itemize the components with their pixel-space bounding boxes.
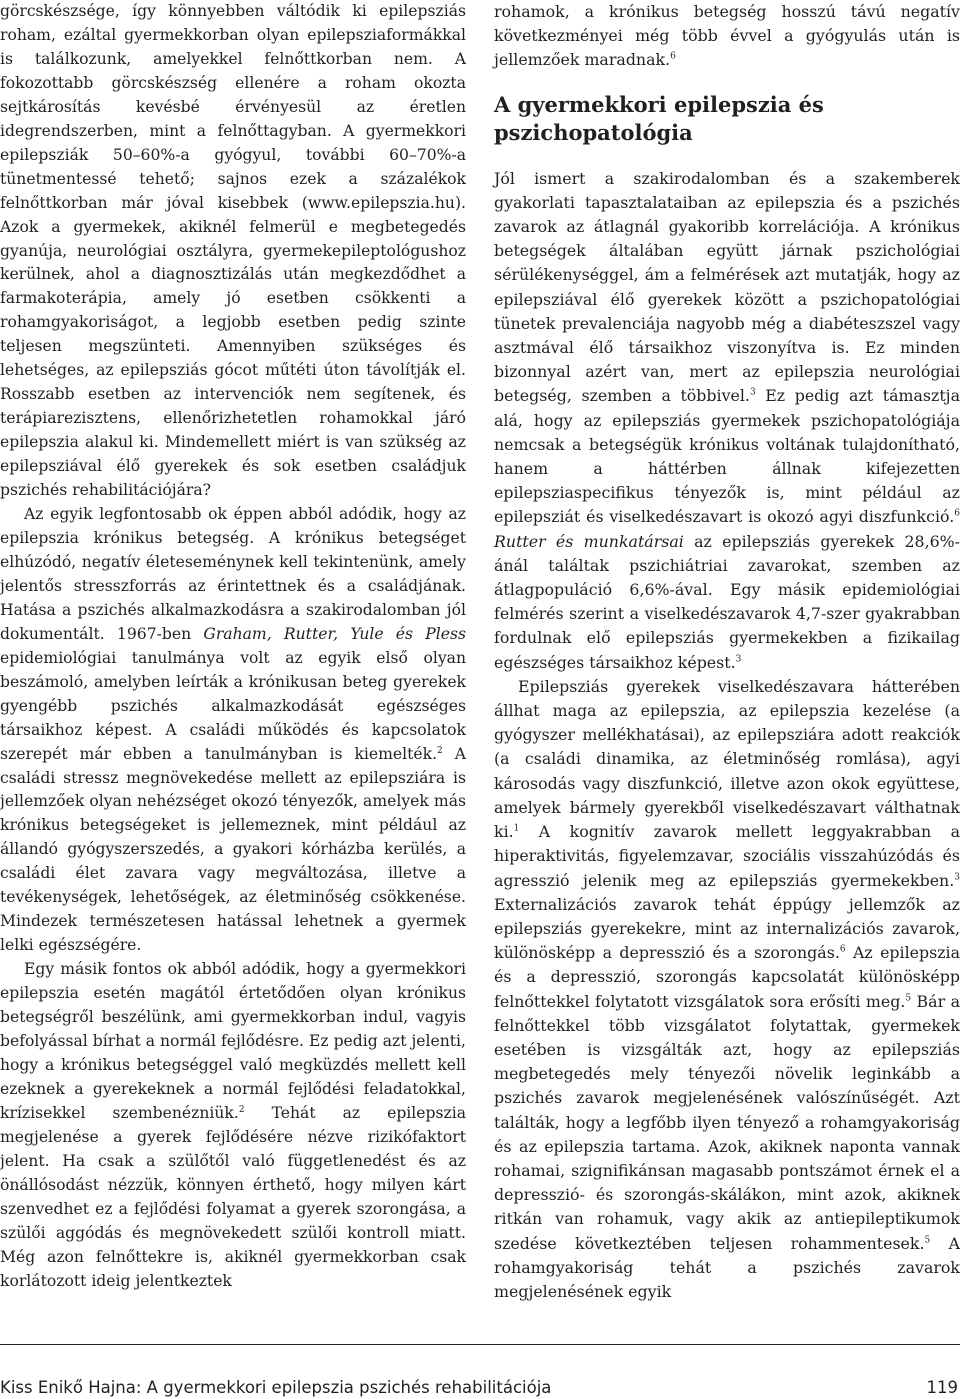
- paragraph-text: görcskészsége, így könnyebben váltódik ki epilepsziás roham, ezáltal gyermekkorban olyan epilepsziaformákkal is találkozunk, amelyekkel felnőttkorban nem. A fokozottabb görcskészség ellenére a roham okozta sejtkárosítás kevésbé érvényesül az éretlen idegrendszerben, mint a felnőttagyban. A gyermekkori epilepsziák 50–60%-a gyógyul, további 60–70%-a tünetmentessé tehető; sajnos ezek a százalékok felnőttkorban már jóval kisebbek (www.epilepszia.hu). Azok a gyermekek, akiknél felmerül e megbetegedés gyanúja, neurológiai osztályra, gyermekepileptológushoz kerülnek, ahol a diagnosztizálás után megkezdődhet a farmakoterápia, amely jó esetben csökkenti a rohamgyakoriságot, a legjobb esetben pedig szinte teljesen megszünteti. Amennyiben szükséges és lehetséges, az epilepsziás gócot műtéti úton távolítják el. Rosszabb esetben az intervenciók nem segítenek, és terápiarezisztens, ellenőrizhetetlen rohamokkal járó epilepszia alakul ki. Mindemellett miért is van szükség az epilepsziával élő gyerekek és sok esetben családjuk pszichés rehabilitációjára?: [0, 2, 466, 500]
- author-names: Rutter és munkatársai: [494, 531, 684, 551]
- paragraph-text: Jól ismert a szakirodalomban és a szakemberek gyakorlati tapasztalataiban az epilepszia és a pszichés zavarok az átlagnál gyakoribb korrelációja. A krónikus betegségek általában együtt járnak pszichológiai sérülékenységgel, ám a felmérések azt mutatják, hogy az epilepsziával élő gyerekek között a pszichopatológiai tünetek prevalenciája nagyobb még a diabéteszszel vagy asztmával élő társaikhoz viszonyítva is. Ez minden bizonnyal azért van, mert az epilepszia neurológiai betegség, szemben a többivel.: [494, 168, 960, 406]
- reference-number: 5: [924, 1235, 931, 1246]
- paragraph-text: Az epilepszia és a depresszió, szorongás kapcsolatát különösképp felnőttekkel folytatott vizsgálatok sora erősíti meg.: [494, 943, 960, 1011]
- reference-number: 6: [839, 944, 846, 955]
- paragraph-text: Epilepsziás gyerekek viselkedészavara hátterében állhat maga az epilepszia, az epilepszia kezelése (a gyógyszer mellékhatásai), az epilepsziára adott reakciók (a családi dinamika, az életminőség romlása), agyi károsodás vagy diszfunkció, illetve azon okok együttese, amelyek bármely gyerekből viselkedészavart válthatnak ki.: [494, 676, 960, 842]
- page-number: 119: [926, 1378, 958, 1397]
- paragraph-text: Ez pedig azt támasztja alá, hogy az epilepsziás gyermekek pszichopatológiája nemcsak a betegségük krónikus voltának tulajdonítható, hanem a háttérben állnak kifejezetten epilepsziaspecifikus tényezők is, mint például az epilepsziát és viselkedészavart is okozó agyi diszfunkció.: [494, 386, 960, 527]
- paragraph-text: az epilepsziás gyerekek 28,6%-ánál találtak pszichiátriai zavarokat, szemben az átlagpopuláció 6,6%-ával. Egy másik epidemiológiai felmérés szerint a viselkedészavarok 4,7-szer gyakrabban fordulnak elő epilepsziás gyermekekben a fizikailag egészséges társaikhoz képest.: [494, 531, 960, 672]
- author-names: Graham, Rutter, Yule és Pless: [203, 624, 466, 643]
- reference-number: 6: [954, 509, 960, 520]
- reference-number: 2: [437, 745, 443, 756]
- section-heading: A gyermekkori epilepszia és pszichopatológia: [494, 91, 824, 145]
- body-paragraph: [494, 675, 960, 1304]
- reference-number: 1: [513, 823, 520, 834]
- paragraph-text: A rohamgyakoriság tehát a pszichés zavarok megjelenésének egyik: [494, 1233, 960, 1301]
- running-title: Kiss Enikő Hajna: A gyermekkori epilepszia pszichés rehabilitációja: [0, 1378, 552, 1397]
- reference-number: 2: [238, 1104, 245, 1115]
- left-column: [0, 0, 466, 1293]
- paragraph-text: A családi stressz megnövekedése mellett az epilepsziára is jellemzőek olyan nehézséget okozó tényezők, amelyek más krónikus betegségeket is jellemeznek, mint például az állandó gyógyszerszedés, a gyakori kórházba kerülés, a családi élet zavara vagy megváltozása, illetve a tevékenységek, lehetőségek, az életminőség csökkenése. Mindezek természetesen hatással lehetnek a gyermek lelki egészségére.: [0, 744, 466, 955]
- body-paragraph: [494, 167, 960, 675]
- reference-number: 3: [954, 872, 960, 883]
- paragraph-text: Az egyik legfontosabb ok éppen abból adódik, hogy az epilepszia krónikus betegség. A krónikus betegséget elhúzódó, negatív életeseménynek kell tekintenünk, amely jelentős stresszforrás az érintettnek és a családjának. Hatása a pszichés alkalmazkodásra a szakirodalomban jól dokumentált. 1967-ben: [0, 505, 466, 643]
- body-paragraph: [0, 958, 466, 1293]
- paragraph-text: epidemiológiai tanulmánya volt az egyik első olyan beszámoló, amelyben leírták a krónikusan beteg gyerekek gyengébb pszichés alkalmazkodását egészséges társaikhoz képest. A családi működés és kapcsolatok szerepét már ebben a tanulmányban is kiemelték.: [0, 648, 466, 763]
- paragraph-text: Tehát az epilepszia megjelenése a gyerek fejlődésére nézve rizikófaktort jelent. Ha csak a szülőtől való függetlenedést és az önállósodást nézzük, könnyen érthető, hogy milyen kárt szenvedhet ez a fejlődési folyamat a gyerek szorongása, a szülői aggódás és megnövekedett szülői kontroll miatt. Még azon felnőttekre is, akiknél gyermekkorban csak korlátozott ideig jelentkeztek: [0, 1103, 466, 1290]
- reference-number: 3: [749, 388, 756, 399]
- body-paragraph: [0, 0, 466, 503]
- right-column: [494, 0, 960, 1304]
- page-footer: [0, 1344, 960, 1399]
- paragraph-text: rohamok, a krónikus betegség hosszú távú negatív következményei még több évvel a gyógyulás után is jellemzőek maradnak.: [494, 2, 960, 70]
- body-paragraph: [0, 503, 466, 958]
- body-paragraph: [494, 0, 960, 73]
- reference-number: 3: [735, 654, 742, 665]
- paragraph-text: Egy másik fontos ok abból adódik, hogy a gyermekkori epilepszia esetén magától értetődően olyan krónikus betegségről beszélünk, ami gyermekkorban indul, vagyis befolyással bírhat a normál fejlődésre. Ez pedig azt jelenti, hogy a krónikus betegséggel való megküzdés mellett kell ezeknek a gyerekeknek a normál fejlődési feladatokkal, krízisekkel szembenézniük.: [0, 960, 466, 1122]
- paragraph-text: A kognitív zavarok mellett leggyakrabban a hiperaktivitás, figyelemzavar, szociális visszahúzódás és agresszió jelenik meg az epilepsziás gyermekekben.: [494, 822, 960, 890]
- footer-divider: [0, 1344, 960, 1345]
- reference-number: 5: [905, 993, 912, 1004]
- paragraph-text: Bár a felnőttekkel több vizsgálatot folytattak, gyermekek esetében is vizsgálták azt, hogy az epilepsziás megbetegedés mely tényezői növelik leginkább a pszichés zavarok megjelenésének valószínűségét. Azt találták, hogy a legfőbb ilyen tényező a rohamgyakoriság és az epilepszia tartama. Azok, akiknek naponta vannak rohamai, szignifikánsan magasabb pontszámot érnek el a depresszió- és szorongás-skálákon, mint azok, akiknek ritkán van rohamuk, vagy akik az antiepileptikumok szedése következtében teljesen rohammentesek.: [494, 991, 960, 1253]
- reference-number: 6: [670, 52, 676, 63]
- paragraph-text: Externalizációs zavarok tehát éppúgy jellemzők az epilepsziás gyerekekre, mint az internalizációs zavarok, különösképp a depresszió és a szorongás.: [494, 894, 960, 963]
